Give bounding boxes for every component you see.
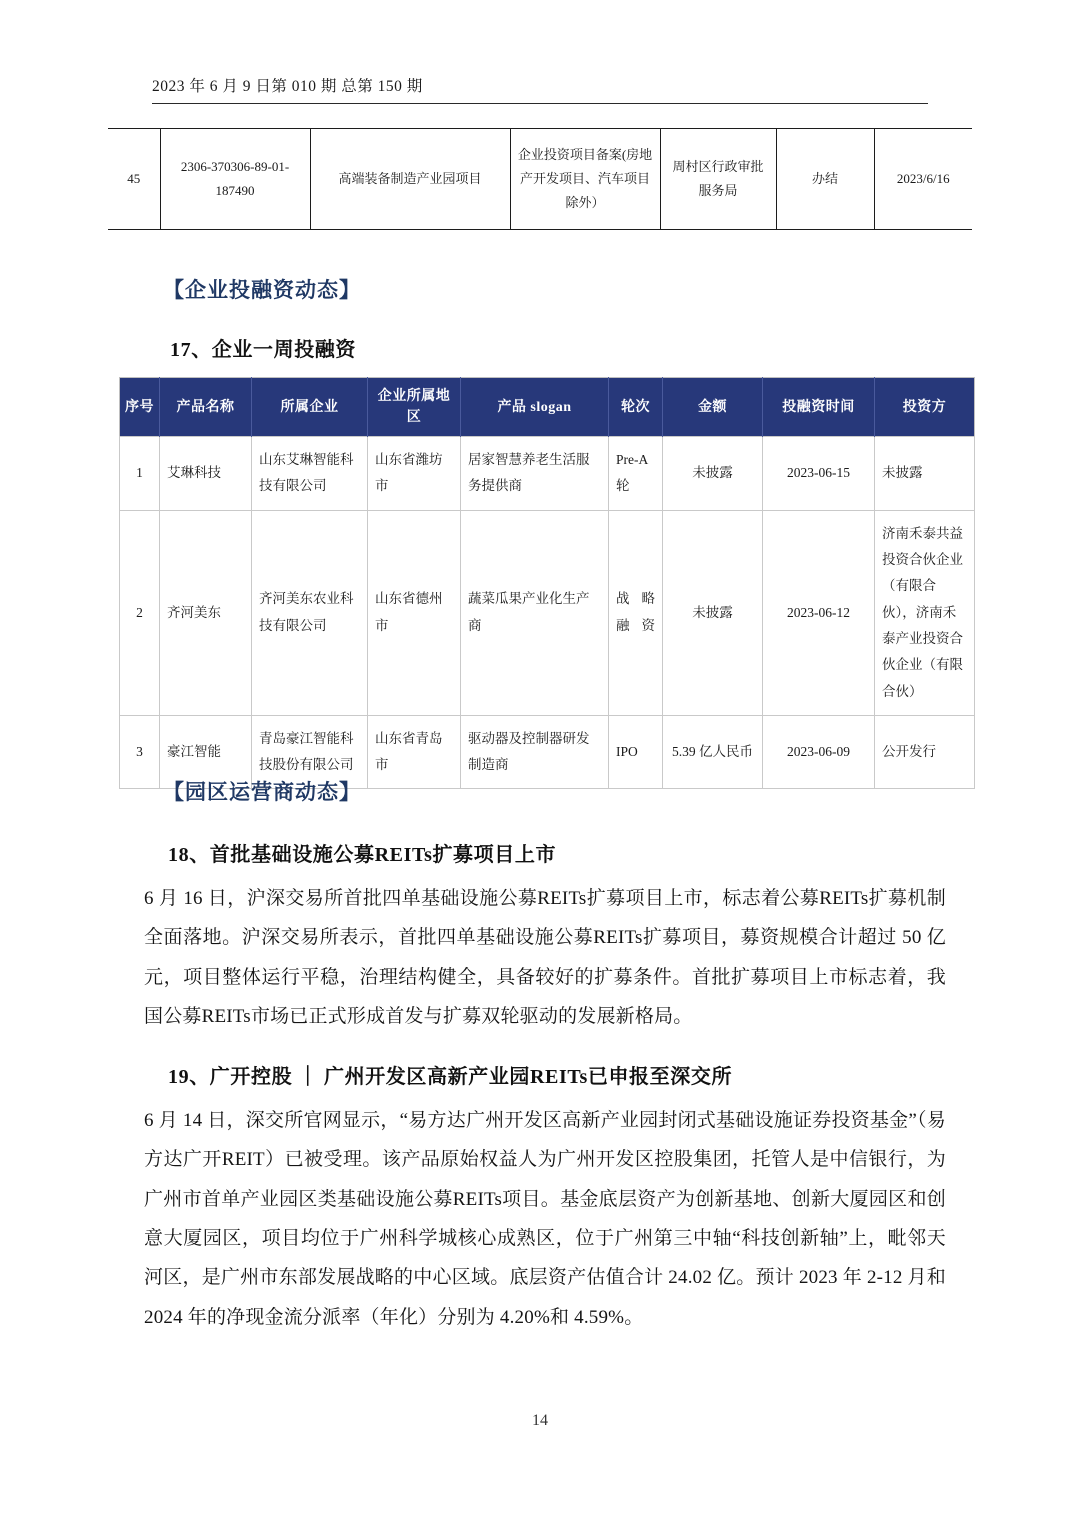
item-heading-17: 17、企业一周投融资 [170, 339, 356, 361]
cell-company: 青岛豪江智能科技股份有限公司 [252, 715, 368, 789]
cell-time: 2023-06-12 [763, 510, 875, 715]
cell-amount: 未披露 [663, 437, 763, 511]
cell-department: 周村区行政审批服务局 [660, 129, 776, 230]
table-header-row [120, 378, 975, 437]
cell-time: 2023-06-15 [763, 437, 875, 511]
cell-no: 2 [120, 510, 160, 715]
cell-status: 办结 [776, 129, 874, 230]
cell-no: 1 [120, 437, 160, 511]
cell-region: 山东省青岛市 [368, 715, 461, 789]
cell-investor: 公开发行 [875, 715, 975, 789]
item-heading-18: 18、首批基础设施公募REITs扩募项目上市 [168, 844, 557, 866]
cell-round: 战略融资 [609, 510, 663, 715]
continued-approval-table [108, 128, 972, 230]
table-row [108, 129, 972, 230]
cell-product: 艾琳科技 [160, 437, 252, 511]
cell-slogan: 蔬菜瓜果产业化生产商 [461, 510, 609, 715]
col-header-amount: 金额 [663, 378, 763, 437]
section-heading-park-operators: 【园区运营商动态】 [163, 780, 361, 804]
col-header-region: 企业所属地区 [368, 378, 461, 437]
cell-round: Pre-A轮 [609, 437, 663, 511]
cell-no: 3 [120, 715, 160, 789]
col-header-no: 序号 [120, 378, 160, 437]
header-rule [152, 103, 928, 104]
cell-amount: 5.39 亿人民币 [663, 715, 763, 789]
page-number: 14 [532, 1412, 548, 1429]
cell-product: 齐河美东 [160, 510, 252, 715]
col-header-round: 轮次 [609, 378, 663, 437]
cell-amount: 未披露 [663, 510, 763, 715]
cell-company: 山东艾琳智能科技有限公司 [252, 437, 368, 511]
table-row [120, 437, 975, 511]
cell-no: 45 [108, 129, 160, 230]
cell-investor: 济南禾泰共益投资合伙企业（有限合伙），济南禾泰产业投资合伙企业（有限合伙） [875, 510, 975, 715]
cell-investor: 未披露 [875, 437, 975, 511]
col-header-slogan: 产品 slogan [461, 378, 609, 437]
cell-time: 2023-06-09 [763, 715, 875, 789]
section-heading-investment: 【企业投融资动态】 [163, 278, 361, 302]
cell-code: 2306-370306-89-01-187490 [160, 129, 310, 230]
cell-date: 2023/6/16 [874, 129, 972, 230]
investment-table [119, 377, 961, 789]
col-header-company: 所属企业 [252, 378, 368, 437]
item-heading-19: 19、广开控股 ｜ 广州开发区高新产业园REITs已申报至深交所 [168, 1066, 733, 1088]
cell-product: 豪江智能 [160, 715, 252, 789]
cell-slogan: 居家智慧养老生活服务提供商 [461, 437, 609, 511]
cell-company: 齐河美东农业科技有限公司 [252, 510, 368, 715]
paragraph-19: 6 月 14 日，深交所官网显示，“易方达广州开发区高新产业园封闭式基础设施证券投资基金”（易方达广开REIT）已被受理。该产品原始权益人为广州开发区控股集团，托管人是中信银行，为广州市首单产业园区类基础设施公募REITs项目。基金底层资产为创新基地、创新大厦园区和创意大厦园区，项目均位于广州科学城核心成熟区，位于广州第三中轴“科技创新轴”上，毗邻天河区，是广州市东部发展战略的中心区域。底层资产估值合计 24.02 亿。预计 2023 年 2-12 月和 2024 年的净现金流分派率（年化）分别为 4.20%和 4.59%。 [144, 1110, 946, 1328]
cell-region: 山东省潍坊市 [368, 437, 461, 511]
cell-slogan: 驱动器及控制器研发制造商 [461, 715, 609, 789]
paragraph-18: 6 月 16 日，沪深交易所首批四单基础设施公募REITs扩募项目上市，标志着公募REITs扩募机制全面落地。沪深交易所表示，首批四单基础设施公募REITs扩募项目，募资规模合计超过 50 亿元，项目整体运行平稳，治理结构健全，具备较好的扩募条件。首批扩募项目上市标志着，我国公募REITs市场已正式形成首发与扩募双轮驱动的发展新格局。 [144, 888, 946, 1027]
col-header-product: 产品名称 [160, 378, 252, 437]
cell-round: IPO [609, 715, 663, 789]
cell-project-name: 高端装备制造产业园项目 [310, 129, 510, 230]
col-header-investor: 投资方 [875, 378, 975, 437]
running-header [152, 74, 928, 104]
cell-region: 山东省德州市 [368, 510, 461, 715]
cell-item-type: 企业投资项目备案(房地产开发项目、汽车项目除外） [510, 129, 660, 230]
table-row [120, 510, 975, 715]
running-header-text: 2023 年 6 月 9 日第 010 期 总第 150 期 [152, 78, 423, 95]
col-header-time: 投融资时间 [763, 378, 875, 437]
